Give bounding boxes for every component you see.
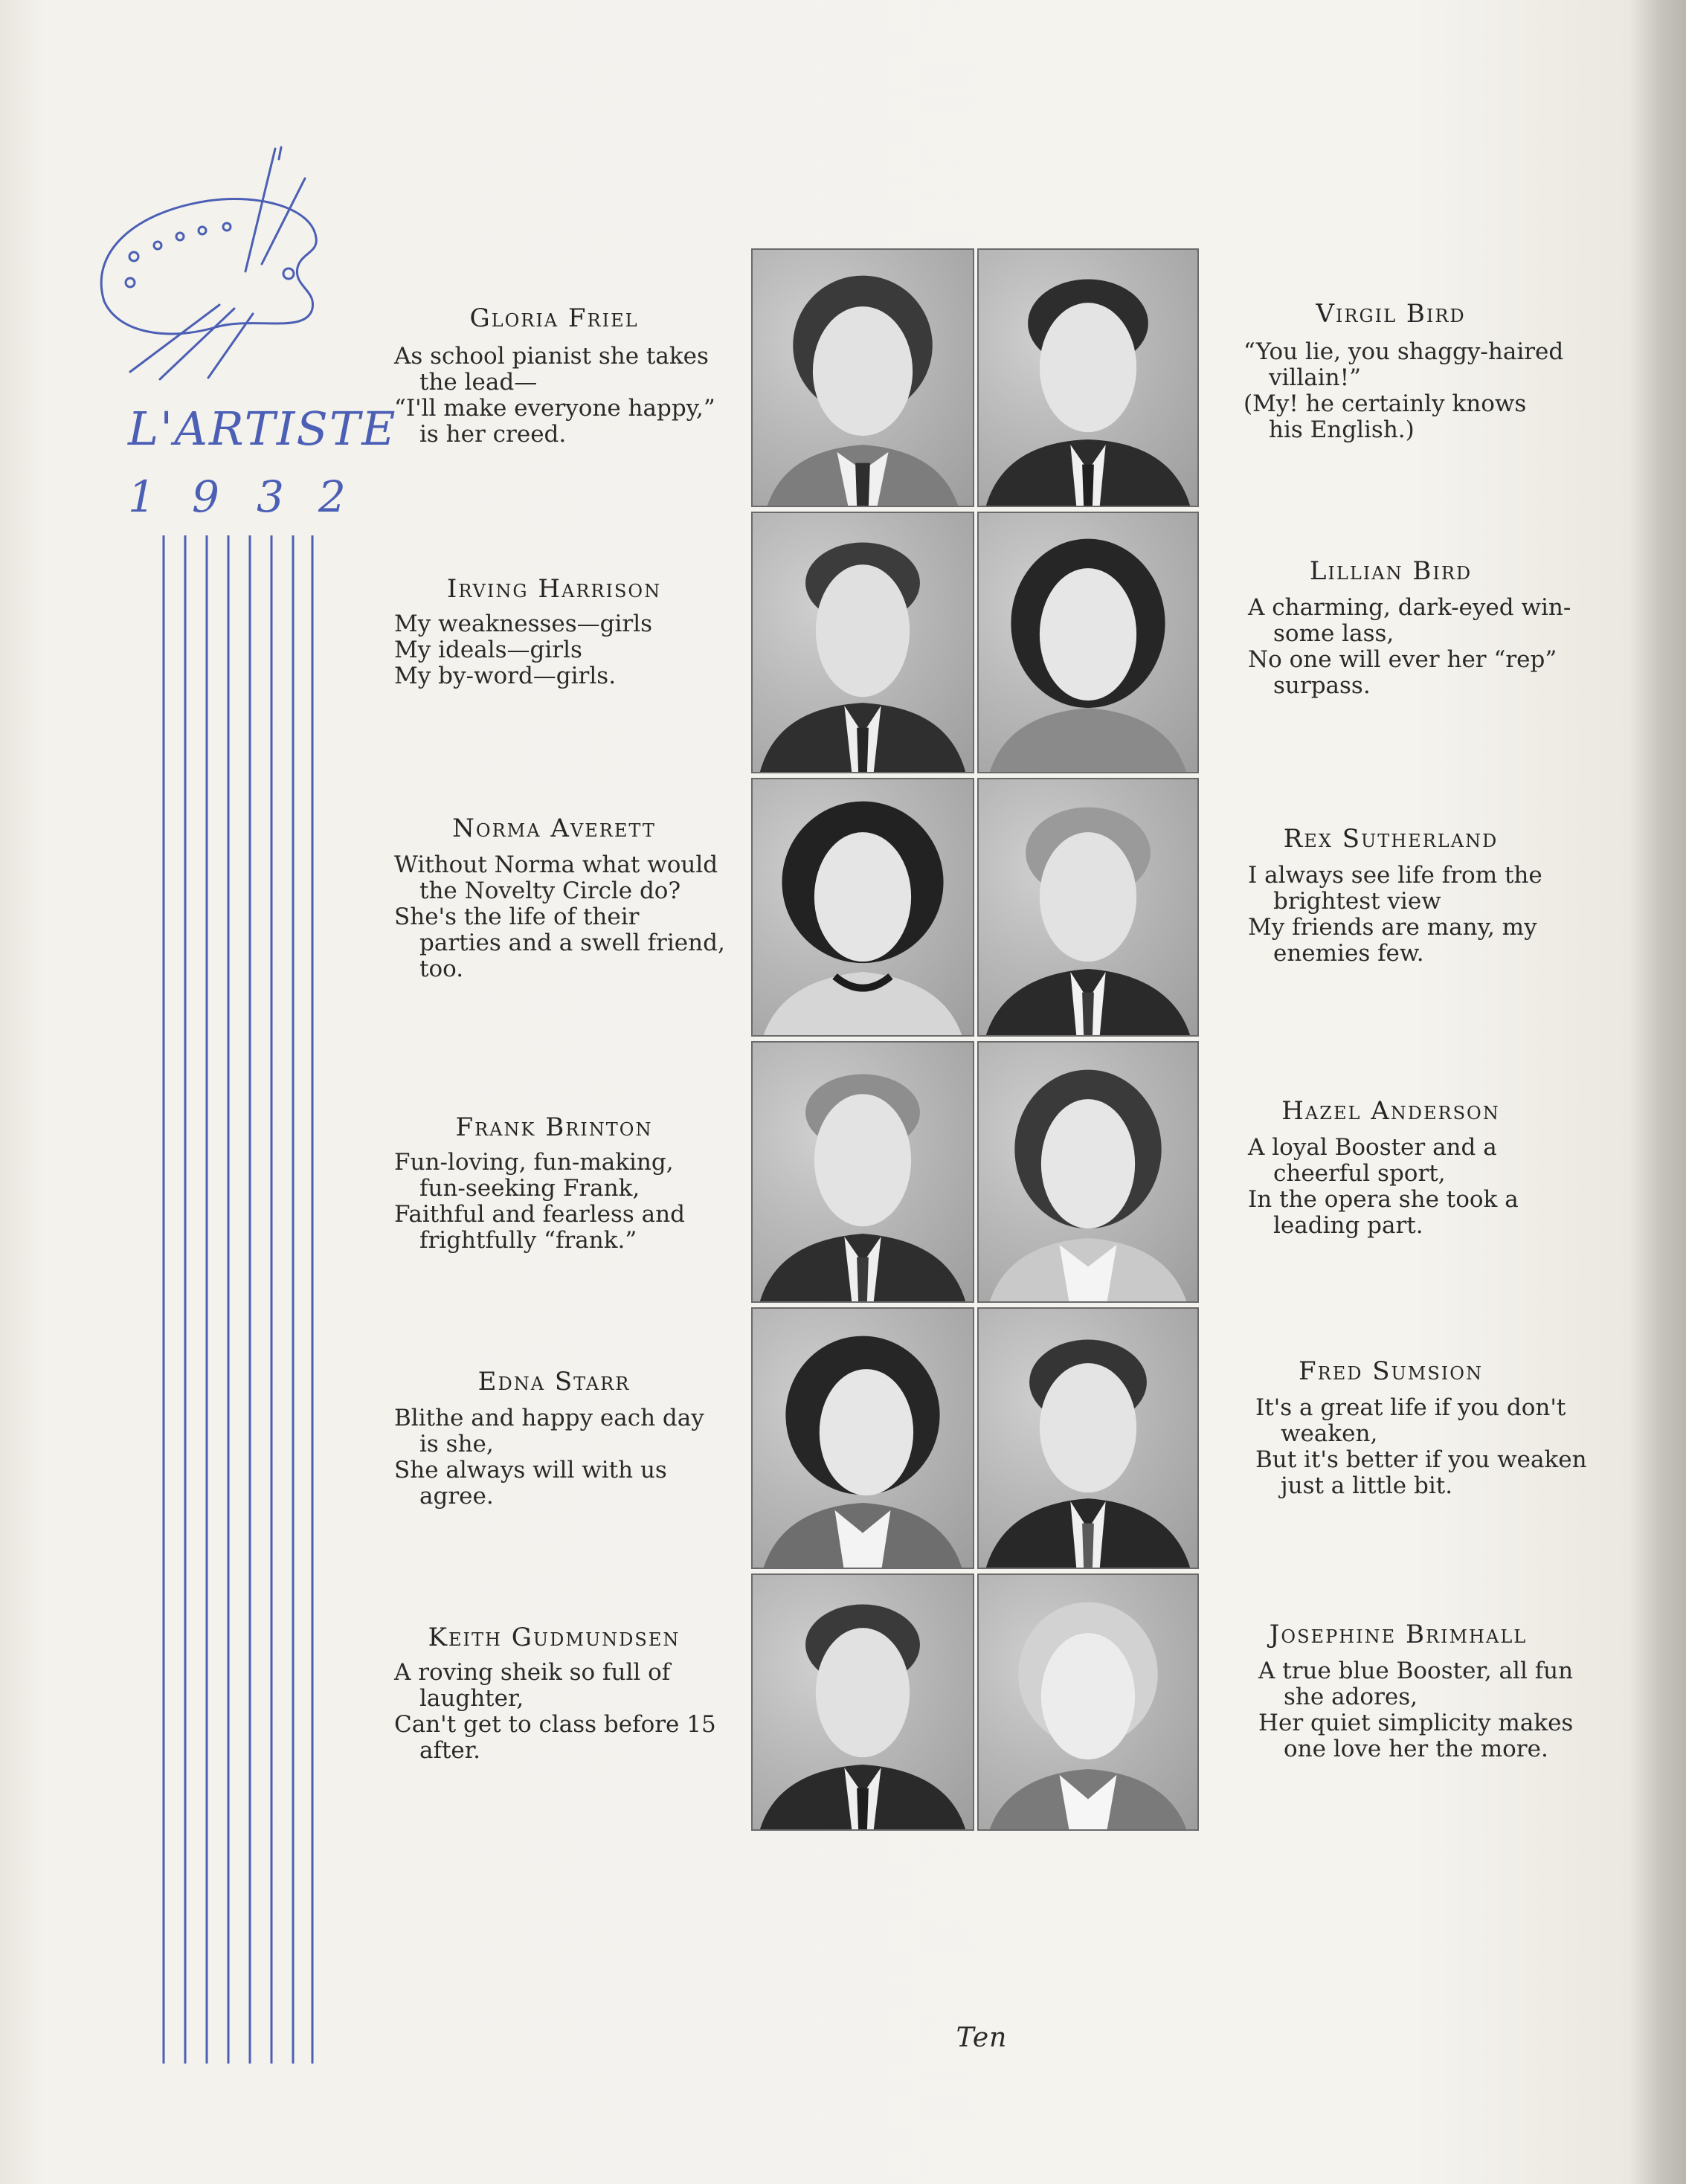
artist-palette-icon xyxy=(89,141,372,387)
year-digit-3: 3 xyxy=(257,471,284,522)
yearbook-title: L'ARTISTE xyxy=(128,402,397,456)
student-name: Irving Harrison xyxy=(446,574,662,604)
portrait-photo xyxy=(977,1307,1199,1569)
decorative-vertical-lines xyxy=(156,535,320,2064)
student-name: Norma Averett xyxy=(452,814,656,843)
student-verse: A roving sheik so full of laughter, Can't get to class before 15 after. xyxy=(394,1659,716,1764)
student-name: Gloria Friel xyxy=(469,303,639,333)
student-name: Edna Starr xyxy=(477,1367,631,1397)
student-name: Josephine Brimhall xyxy=(1269,1620,1528,1649)
student-verse: It's a great life if you don't weaken, But it's better if you weaken just a little bit. xyxy=(1255,1394,1587,1499)
student-name: Keith Gudmundsen xyxy=(428,1623,680,1652)
student-verse: A charming, dark-eyed win- some lass, No one will ever her “rep” surpass. xyxy=(1248,594,1571,699)
portrait-photo xyxy=(751,1041,974,1303)
year-digit-2: 9 xyxy=(192,471,219,522)
student-name: Hazel Anderson xyxy=(1281,1096,1500,1126)
student-verse: A loyal Booster and a cheerful sport, In the opera she took a leading part. xyxy=(1248,1134,1519,1239)
student-verse: “You lie, you shaggy-haired villain!” (My! he certainly knows his English.) xyxy=(1243,338,1564,443)
student-verse: A true blue Booster, all fun she adores, Her quiet simplicity makes one love her the more. xyxy=(1258,1658,1574,1762)
portrait-photo xyxy=(751,1307,974,1569)
student-verse: Blithe and happy each day is she, She always will with us agree. xyxy=(394,1405,704,1510)
student-verse: I always see life from the brightest view My friends are many, my enemies few. xyxy=(1248,862,1542,967)
year-digit-4: 2 xyxy=(318,471,346,522)
portrait-photo xyxy=(977,248,1199,507)
student-name: Frank Brinton xyxy=(455,1112,653,1142)
student-name: Virgil Bird xyxy=(1316,299,1466,329)
portrait-photo xyxy=(977,1573,1199,1831)
portrait-photo xyxy=(977,1041,1199,1303)
portrait-photo xyxy=(751,778,974,1037)
page-number: Ten xyxy=(956,2023,1008,2053)
student-name: Rex Sutherland xyxy=(1283,824,1499,854)
student-name: Lillian Bird xyxy=(1309,556,1473,586)
student-verse: Fun-loving, fun-making, fun-seeking Frank, Faithful and fearless and frightfully “frank.” xyxy=(394,1149,685,1254)
portrait-photo xyxy=(751,512,974,773)
student-verse: My weaknesses—girls My ideals—girls My by-word—girls. xyxy=(394,611,653,689)
portrait-photo xyxy=(977,778,1199,1037)
year-digit-1: 1 xyxy=(128,471,155,522)
student-name: Fred Sumsion xyxy=(1299,1356,1483,1386)
portrait-photo xyxy=(751,1573,974,1831)
student-verse: As school pianist she takes the lead— “I'll make everyone happy,” is her creed. xyxy=(394,343,715,448)
portrait-photo xyxy=(977,512,1199,773)
student-verse: Without Norma what would the Novelty Circle do? She's the life of their parties and a swell friend, too. xyxy=(394,851,725,982)
portrait-photo xyxy=(751,248,974,507)
